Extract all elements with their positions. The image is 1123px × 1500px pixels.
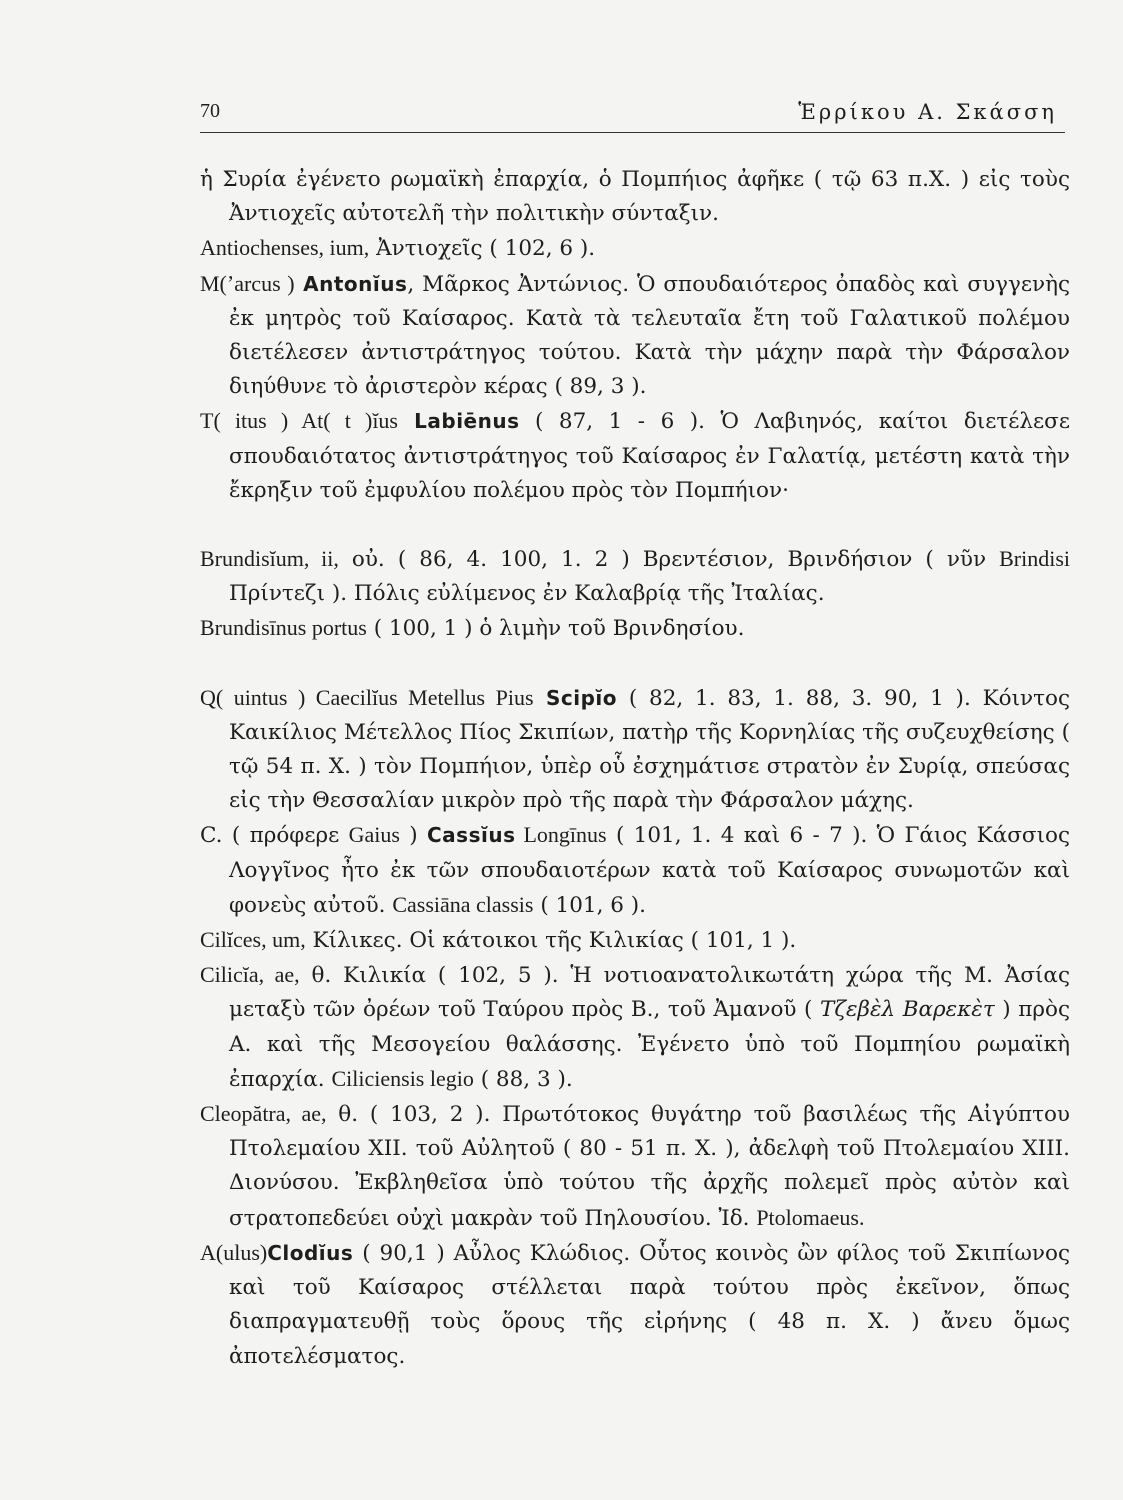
entry-text: ( 90,1 ) Αὖλος Κλώδιος. Οὗτος κοινὸς ὢν φίλος τοῦ Σκιπίωνος καὶ τοῦ Καίσαρος στέλλεται παρὰ τούτου πρὸς ἐκεῖνον, ὅπως διαπραγματευθῇ τοὺς ὅρους τῆς εἰρήνης ( 48 π. Χ. ) ἄνευ ὅμως ἀποτελέσματος. xyxy=(229,1240,1070,1369)
entry-text: ( 100, 1 ) ὁ λιμὴν τοῦ Βρινδησίου. xyxy=(366,616,745,642)
headword: Scipĭo xyxy=(533,685,617,710)
entry-text: ( 82, 1. 83, 1. 88, 3. 90, 1 ). Κόιντος Καικίλιος Μέτελλος Πίος Σκιπίων, πατὴρ τῆς Κορνηλίας τῆς συζευχθείσης ( τῷ 54 π. Χ. ) τὸν Πομπήιον, ὑπὲρ οὗ ἐσχημάτισε στρατὸν ἐν Συρίᾳ, σπεύσας εἰς τὴν Θεσσαλίαν μικρὸν πρὸ τῆς παρὰ τὴν Φάρσαλον μάχης. xyxy=(229,685,1070,814)
entry-text: ( 101, 1. 4 καὶ 6 - 7 ). Ὁ Γάιος Κάσσιος Λογγῖνος ἦτο ἐκ τῶν σπουδαιοτέρων κατὰ τοῦ Καίσαρος συνωμοτῶν καὶ φονεὺς αὐτοῦ. xyxy=(229,823,1071,918)
entry-text: ( 88, 3 ). xyxy=(473,1066,573,1092)
glossary-entry xyxy=(200,267,1070,405)
entry-text: Τζεβὲλ Βαρεκὲτ xyxy=(820,997,995,1023)
entry-text: ( 87, 1 - 6 ). Ὁ Λαβιηνός, καίτοι διετέλεσε σπουδαιότατος ἀντιστράτηγος τοῦ Καίσαρος ἐν Γαλατίᾳ, μετέστη κατὰ τὴν ἔκρηξιν τοῦ ἐμφυλίου πολέμου πρὸς τὸν Πομπήιον· xyxy=(229,409,1070,503)
latin-term: Q( uintus ) Caecilĭus Metellus Pius xyxy=(200,684,534,710)
headword: Clodĭus xyxy=(267,1240,354,1265)
entry-text: Κίλικες. Οἱ κάτοικοι τῆς Κιλικίας ( 101, 1 ). xyxy=(305,928,797,954)
latin-term: Ptolomaeus. xyxy=(756,1204,865,1230)
entry-text: οὐ. ( 86, 4. 100, 1. 2 ) Βρεντέσιον, Βρινδήσιον ( νῦν xyxy=(338,547,1000,573)
entry-text: Πρίντεζι ). Πόλις εὐλίμενος ἐν Καλαβρίᾳ τῆς Ἰταλίας. xyxy=(229,581,825,607)
entry-gap xyxy=(200,647,1070,681)
headword: Cassĭus xyxy=(427,823,516,848)
running-head: Ἑρρίκου Α. Σκάσση xyxy=(798,100,1057,124)
entry-text: , Μᾶρκος Ἀντώνιος. Ὁ σπουδαιότερος ὀπαδὸς καὶ συγγενὴς ἐκ μητρὸς τοῦ Καίσαρος. Κατὰ τὰ τελευταῖα ἔτη τοῦ Γαλατικοῦ πολέμου διετέλεσεν ἀντιστράτηγος τούτου. Κατὰ τὴν μάχην παρὰ τὴν Φάρσαλον διηύθυνε τὸ ἀριστερὸν κέρας ( 89, 3 ). xyxy=(229,271,1070,400)
entry-gap xyxy=(200,508,1070,542)
entry-text: ) πρὸς Α. καὶ τῆς Μεσογείου θαλάσσης. Ἐγένετο ὑπὸ τοῦ Πομπηίου ρωμαϊκὴ ἐπαρχία. xyxy=(229,997,1071,1092)
entry-text: Ἀντιοχεῖς ( 102, 6 ). xyxy=(369,236,596,262)
entry-text: ( 101, 6 ). xyxy=(533,892,646,918)
glossary-entry xyxy=(200,163,1070,231)
latin-term: Brundisĭum, ii, xyxy=(200,546,339,572)
latin-term: Cassiāna classis xyxy=(392,891,534,917)
glossary-entry xyxy=(200,542,1070,611)
latin-term: M(ʼarcus ) xyxy=(200,270,295,296)
latin-term: Cilĭces, um, xyxy=(200,927,306,953)
entry-text: ) xyxy=(399,823,427,849)
latin-term: A(ulus) xyxy=(200,1239,268,1265)
latin-term: Brundisīnus portus xyxy=(200,615,367,641)
glossary-entry xyxy=(200,681,1070,819)
headword: Labiēnus xyxy=(398,409,520,434)
glossary-entry xyxy=(200,958,1070,1097)
page-number: 70 xyxy=(200,100,220,122)
glossary-body xyxy=(200,163,1070,1374)
entry-text: θ. ( 103, 2 ). Πρωτότοκος θυγάτηρ τοῦ βασιλέως τῆς Αἰγύπτου Πτολεμαίου XII. τοῦ Αὐλητοῦ ( 80 - 51 π. Χ. ), ἀδελφὴ τοῦ Πτολεμαίου XIII. Διονύσου. Ἐκβληθεῖσα ὑπὸ τούτου τῆς ἀρχῆς πολεμεῖ πρὸς αὐτὸν καὶ στρατοπεδεύει οὐχὶ μακρὰν τοῦ Πηλουσίου. Ἰδ. xyxy=(229,1102,1070,1231)
glossary-entry xyxy=(200,1236,1070,1374)
latin-term: Longīnus xyxy=(515,822,607,848)
headword: Antonĭus xyxy=(294,271,408,296)
glossary-entry xyxy=(200,818,1070,923)
latin-term: Gaius xyxy=(348,822,400,848)
latin-term: T( itus ) At( t )ĭus xyxy=(200,408,398,434)
latin-term: Ciliciensis legio xyxy=(331,1065,474,1091)
latin-term: Cilicĭa, ae, xyxy=(200,962,300,988)
entry-text: ἡ Συρία ἐγένετο ρωμαϊκὴ ἐπαρχία, ὁ Πομπήιος ἀφῆκε ( τῷ 63 π.Χ. ) εἰς τοὺς Ἀντιοχεῖς αὐτοτελῆ τὴν πολιτικὴν σύνταξιν. xyxy=(200,167,1070,227)
glossary-entry xyxy=(200,404,1070,508)
latin-term: Cleopătra, ae, xyxy=(200,1101,327,1127)
glossary-entry xyxy=(200,231,1070,266)
page-header xyxy=(200,100,1065,133)
entry-text: C. ( πρόφερε xyxy=(200,823,349,849)
glossary-entry xyxy=(200,611,1070,646)
latin-term: Brindisi xyxy=(999,546,1071,572)
latin-term: Antiochenses, ium, xyxy=(200,235,370,261)
glossary-entry xyxy=(200,1097,1070,1236)
entry-text: θ. Κιλικία ( 102, 5 ). Ἡ νοτιοανατολικωτάτη χώρα τῆς Μ. Ἀσίας μεταξὺ τῶν ὀρέων τοῦ Ταύρου πρὸς Β., τοῦ Ἀμανοῦ ( xyxy=(229,963,1070,1023)
glossary-entry xyxy=(200,923,1070,958)
